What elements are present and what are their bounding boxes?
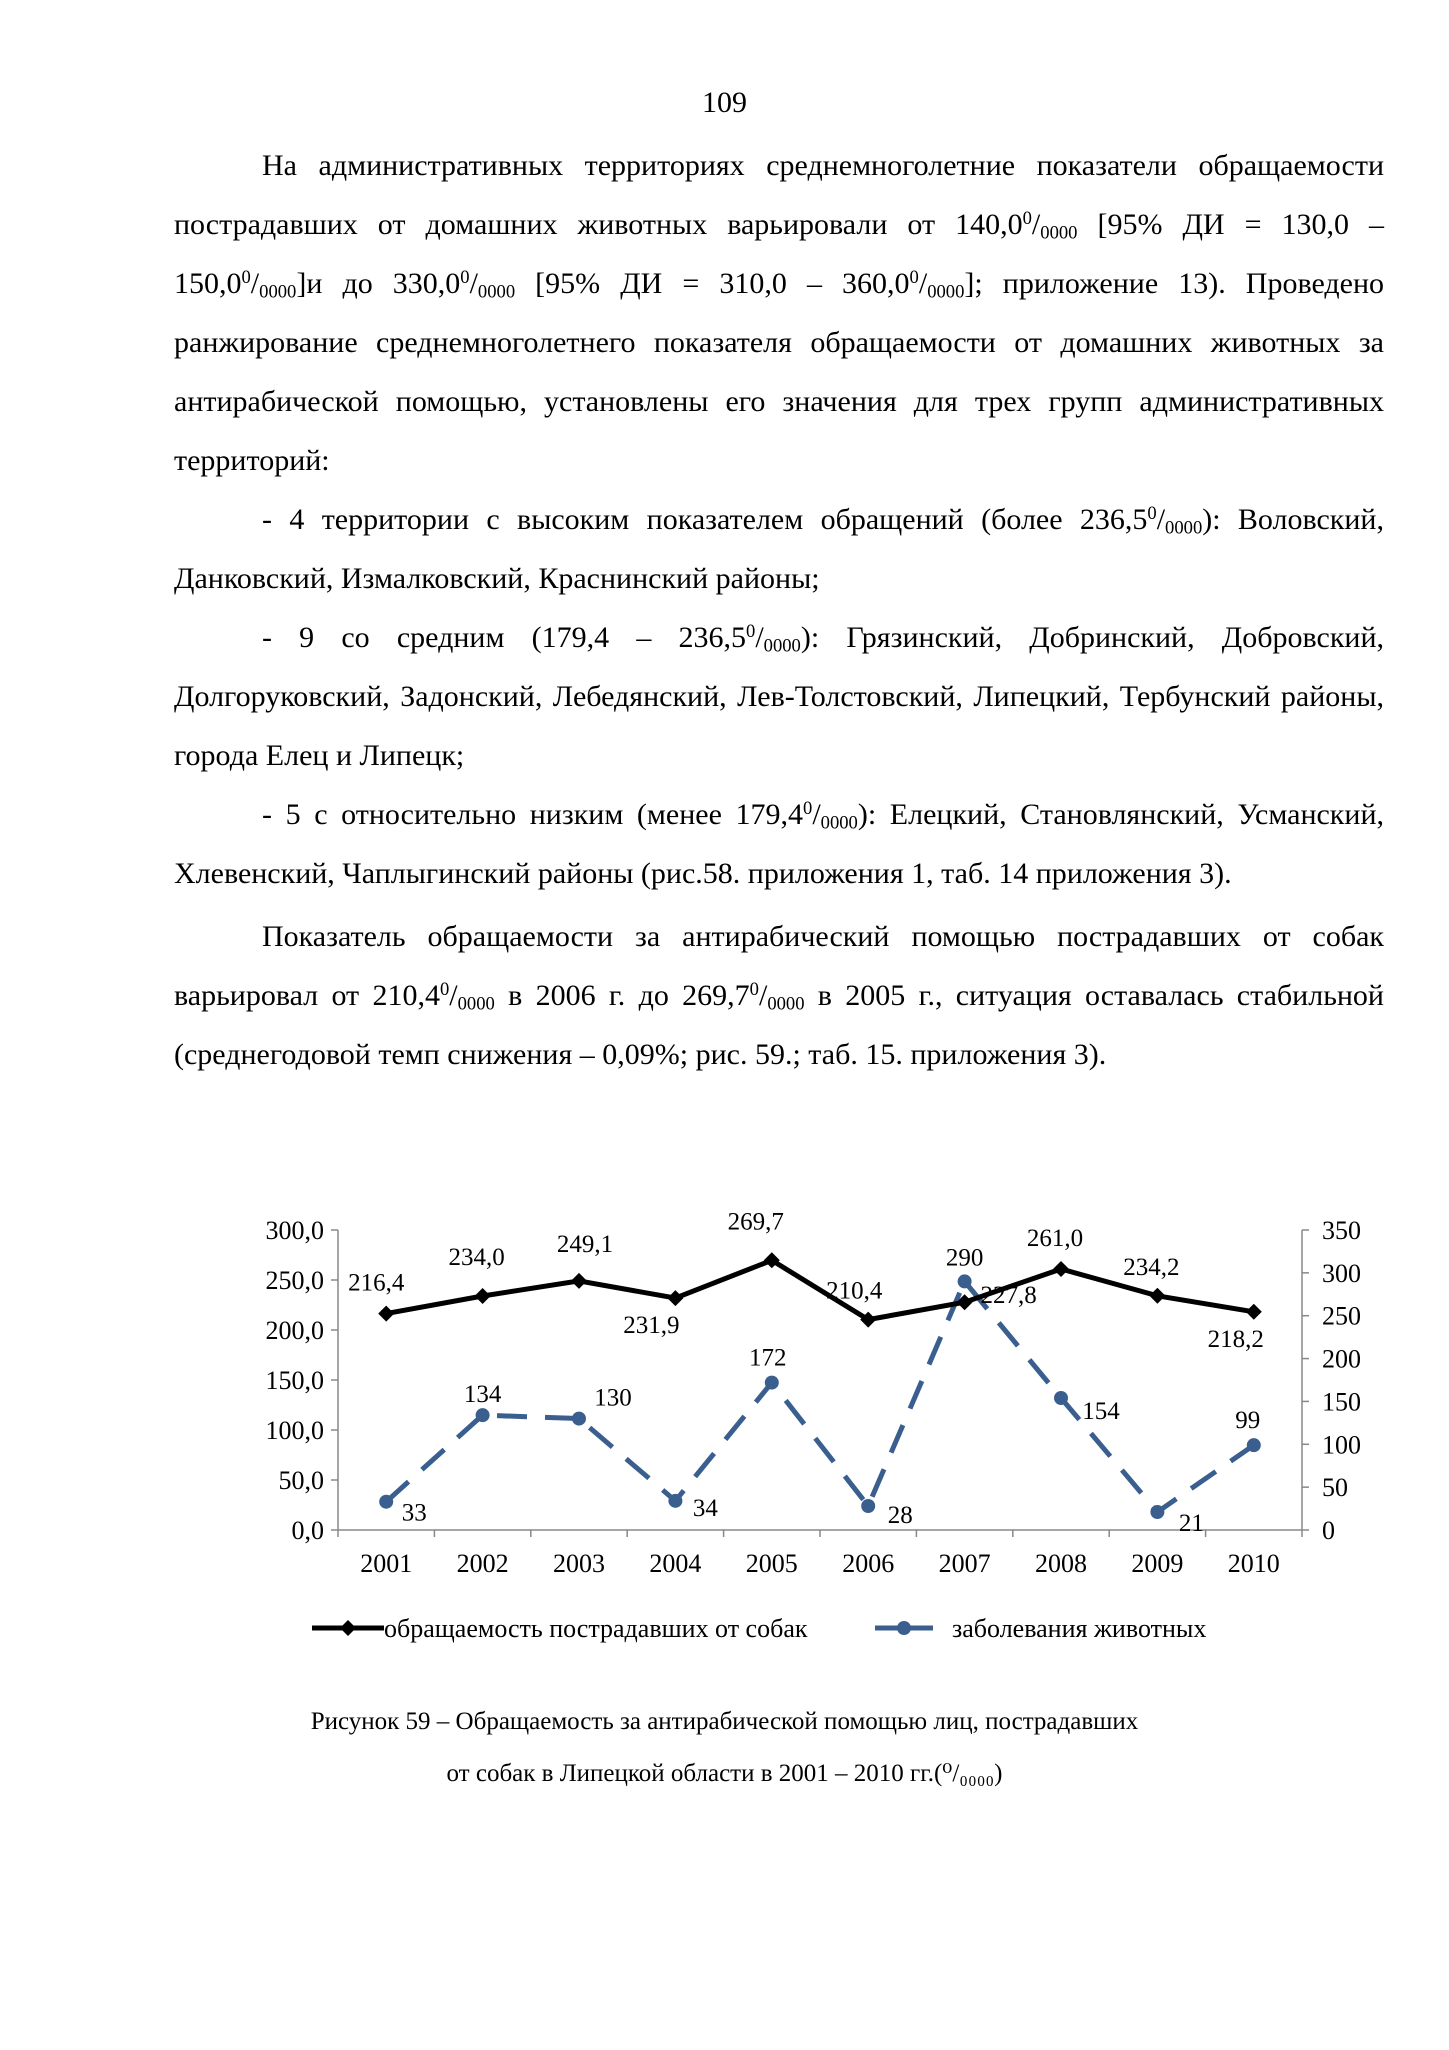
left-tick-label: 300,0 — [265, 1216, 324, 1245]
legend-marker-dog-bite-rate — [340, 1620, 356, 1636]
data-label-animal-disease: 28 — [887, 1502, 913, 1529]
right-tick-label: 100 — [1322, 1430, 1361, 1460]
data-label-animal-disease: 172 — [749, 1344, 787, 1372]
data-point-dog-bite-rate — [378, 1306, 394, 1322]
data-point-animal-disease — [958, 1274, 972, 1288]
series-line-animal-disease — [386, 1281, 1254, 1512]
x-tick-label: 2009 — [1131, 1549, 1184, 1578]
data-point-animal-disease — [379, 1495, 393, 1509]
x-tick-label: 2003 — [553, 1549, 605, 1578]
right-tick-label: 200 — [1322, 1344, 1361, 1374]
data-point-animal-disease — [572, 1412, 586, 1426]
page-number: 109 — [702, 86, 747, 119]
right-tick-label: 250 — [1322, 1301, 1361, 1331]
data-point-dog-bite-rate — [571, 1273, 587, 1289]
paragraph-2: - 4 территории с высоким показателем обращений (более $236,5^0/_{0000}$): Воловский, Данковский, Измалковский, Краснинский районы; — [174, 502, 1384, 595]
data-point-dog-bite-rate — [1246, 1304, 1262, 1320]
x-tick-label: 2001 — [360, 1549, 413, 1578]
data-point-animal-disease — [1247, 1438, 1261, 1452]
paragraph-5: Показатель обращаемости за антирабический помощью пострадавших от собак варьировал от $210,4^0/_{0000}$ в 2006 г. до $269,7^0/_{0000}$ в 2005 г., ситуация оставалась стабильной (среднегодовой темп снижения – 0,09%; рис. 59.; таб. 15. приложения 3). — [174, 920, 1384, 1071]
figure-caption-line-1: Рисунок 59 – Обращаемость за антирабической помощью лиц, пострадавших — [310, 1708, 1139, 1735]
paragraph-3: - 9 со средним $(179,4 - 236,5^0/_{0000})$: Грязинский, Добринский, Добровский, Долгоруковский, Задонский, Лебедянский, Лев-Толстовский, Липецкий, Тербунский районы, города Елец и Липецк; — [174, 620, 1384, 772]
data-label-dog-bite-rate: 261,0 — [1026, 1225, 1084, 1252]
data-label-animal-disease: 99 — [1235, 1407, 1261, 1435]
figure-caption-line-2: от собак в Липецкой области в 2001 – 2010 гг.(⁰/₀₀₀₀) — [446, 1760, 1003, 1787]
legend-label-animal-disease: заболевания животных — [952, 1614, 1207, 1643]
left-tick-label: 200,0 — [265, 1316, 324, 1345]
left-tick-label: 100,0 — [265, 1416, 324, 1445]
data-label-animal-disease: 134 — [463, 1381, 502, 1409]
left-tick-label: 150,0 — [265, 1366, 324, 1395]
right-tick-label: 350 — [1322, 1216, 1361, 1245]
left-tick-label: 50,0 — [278, 1466, 324, 1495]
data-point-animal-disease — [765, 1376, 779, 1390]
data-point-dog-bite-rate — [1053, 1261, 1069, 1277]
data-point-animal-disease — [668, 1494, 682, 1508]
data-point-animal-disease — [1150, 1505, 1164, 1519]
body-text — [174, 136, 1384, 1084]
x-tick-label: 2002 — [456, 1549, 509, 1578]
data-label-dog-bite-rate: 210,4 — [826, 1277, 883, 1305]
data-label-dog-bite-rate: 227,8 — [980, 1282, 1037, 1310]
right-tick-label: 150 — [1322, 1387, 1361, 1417]
paragraph-4: - 5 с относительно низким (менее $179,4^0/_{0000}$): Елецкий, Становлянский, Усманский, Хлевенский, Чаплыгинский районы (рис.58. приложения 1, таб. 14 приложения 3). — [174, 797, 1384, 890]
legend-marker-animal-disease — [897, 1621, 911, 1635]
right-tick-label: 0 — [1322, 1516, 1335, 1545]
data-label-animal-disease: 154 — [1082, 1398, 1120, 1425]
data-point-dog-bite-rate — [475, 1288, 491, 1304]
data-point-animal-disease — [1054, 1391, 1068, 1405]
data-point-animal-disease — [861, 1499, 875, 1513]
data-label-animal-disease: 34 — [692, 1494, 718, 1522]
data-label-dog-bite-rate: 218,2 — [1207, 1325, 1264, 1353]
x-tick-label: 2007 — [938, 1549, 991, 1578]
right-tick-label: 300 — [1322, 1258, 1361, 1288]
right-tick-label: 50 — [1322, 1473, 1348, 1503]
data-label-dog-bite-rate: 269,7 — [727, 1208, 784, 1236]
x-tick-label: 2010 — [1227, 1549, 1280, 1578]
left-tick-label: 250,0 — [265, 1266, 324, 1295]
data-point-dog-bite-rate — [667, 1290, 683, 1306]
paragraph-1: На административных территориях среднемноголетние показатели обращаемости пострадавших от домашних животных варьировали от $140,0^0/_{0000}$ [95% ДИ = $130,0 - 150,0^0/_{0000}]и$ до $330,0^0/_{0000}$ [95% ДИ = $310,0 - 360,0^0/_{0000}$]; приложение 13). Проведено ранжирование среднемноголетнего показателя обращаемости от домашних животных за антирабической помощью, установлены его значения для трех групп административных территорий: — [174, 149, 1385, 477]
data-label-animal-disease: 290 — [945, 1244, 984, 1272]
data-label-dog-bite-rate: 234,0 — [448, 1244, 505, 1271]
data-label-dog-bite-rate: 234,2 — [1123, 1253, 1180, 1281]
x-tick-label: 2005 — [745, 1549, 798, 1578]
data-point-animal-disease — [476, 1408, 490, 1422]
x-tick-label: 2004 — [649, 1549, 702, 1578]
x-tick-label: 2006 — [842, 1549, 895, 1578]
data-label-animal-disease: 33 — [401, 1499, 427, 1527]
data-label-dog-bite-rate: 231,9 — [623, 1312, 680, 1340]
data-label-animal-disease: 21 — [1178, 1510, 1204, 1537]
data-label-dog-bite-rate: 216,4 — [348, 1269, 405, 1297]
left-tick-label: 0,0 — [291, 1516, 324, 1545]
data-label-animal-disease: 130 — [594, 1384, 632, 1412]
data-label-dog-bite-rate: 249,1 — [556, 1230, 614, 1258]
line-chart — [0, 1200, 1449, 1680]
legend-label-dog-bite-rate: обращаемость пострадавших от собак — [384, 1614, 808, 1643]
data-point-dog-bite-rate — [1149, 1288, 1165, 1304]
x-tick-label: 2008 — [1035, 1549, 1087, 1578]
